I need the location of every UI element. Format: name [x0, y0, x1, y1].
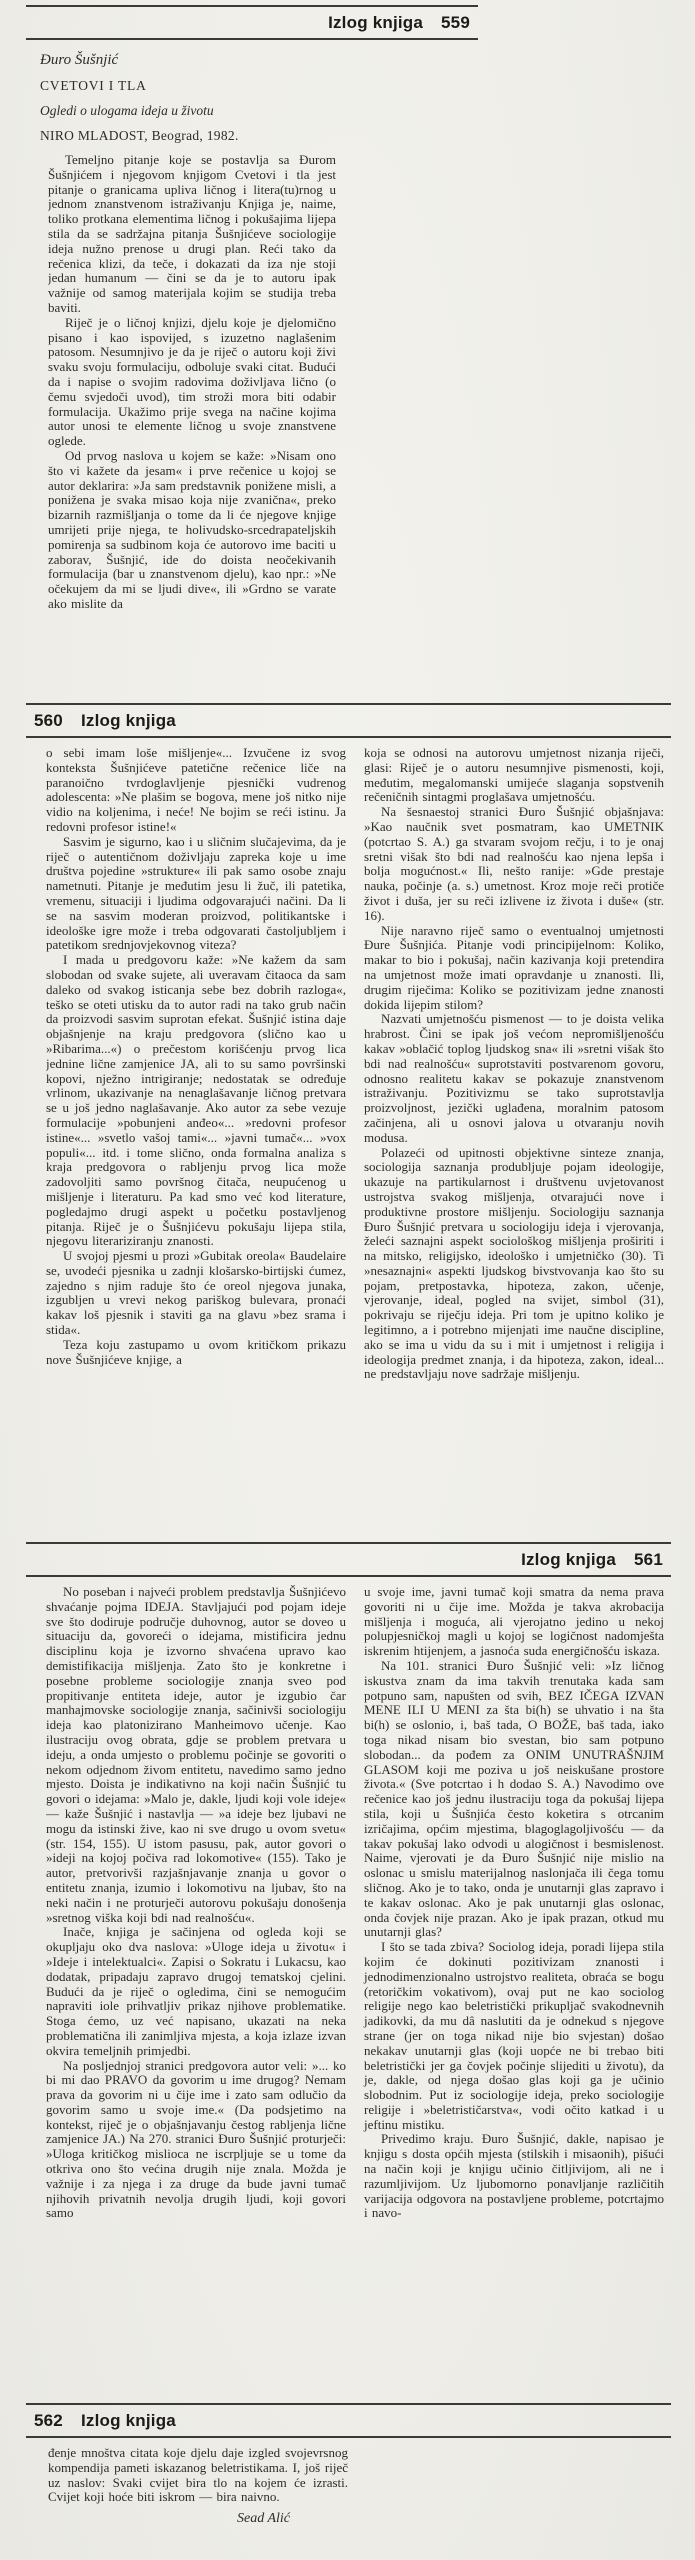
review-paragraph: Od prvog naslova u kojem se kaže: »Nisam ono što vi kažete da jesam« i prve rečenice u kojoj se autor deklarira: »Ja sam predstavnik ponižene misli, a ponižena je svaka misao koja nije zvanična«, preko bizarnih razmišljanja o tome da li će njegove knjige umrijeti prije njega, te holivudsko-srcedrapateljskih pomirenja sa sudbinom koja će autorovo ime baciti u zaborav, Šušnjić, ide do doista neočekivanih formulacija (bar u znanstvenom djelu), kao npr.: »Ne očekujem da mi se ljudi dive«, ili »Grdno se varate ako mislite da: [48, 447, 336, 611]
reviewer-signature: Sead Alić: [236, 2511, 290, 2527]
left-column: [46, 1585, 346, 2403]
page-number-560: 560: [34, 711, 63, 730]
review-paragraph: Na posljednjoj stranici predgovora autor veli: »... ko bi mi dao PRAVO da govorim u ime drugog? Nemam prava da govorim ni u čije ime i zato sam odlučio da govorim samo u svoje ime.« (Da podsjetimo na kontekst, riječ je o objašnjavanju čestog rabljenja lične zamjenice JA.) Na 270. stranici Đuro Šušnjić proturječi: »Uloga kritičkog mislioca ne iscrpljuje se u tome da otkriva ono što većina drugih nije znala. Možda je važnije i za njega i za druge da bude javni tumač njihovih privatnih nevolja drugih ljudi, koji govori samo: [46, 2057, 346, 2221]
left-column: [46, 746, 346, 1542]
right-column: [364, 746, 664, 1542]
review-paragraph: I što se tada zbiva? Sociolog ideja, poradi lijepa stila kojim će dokinuti pozitivizam znanosti i jednodimenzionalno ustrojstvo realiteta, obraća se bogu (retoričkim vokativom), ovaj put ne kao sociolog religije nego kao beletristički prikupljač svakodnevnih jadikovki, da mu dâ naslutiti da je odnekud s njegove strane (jer on toga nikad nije bio svjestan) došao nekakav unutarnji glas (koji uopće ne bi trebao biti beletristički jer ga čovjek počinje slijediti u životu), da je, dakle, od njega došao glas koji ga je učinio slobodnim. Put iz sociologije ideja, preko sociologije religije i »beletrističarstva«, vodi očito katkad i u jeftinu mistiku.: [364, 1939, 664, 2132]
review-paragraph: koja se odnosi na autorovu umjetnost nizanja riječi, glasi: Riječ je o autoru nesumnjive pismenosti, koji, međutim, megalomanski umijeće slaganja sopstvenih rečeničnih sintagmi proglašava umjetnošću.: [364, 745, 664, 805]
review-paragraph: Nije naravno riječ samo o eventualnoj umjetnosti Đure Šušnjića. Pitanje vodi principijelnom: Koliko, makar to bio i pokušaj, način kazivanja koji pretendira na umjetnost može imati opravdanje u znanosti. Ili, drugim riječima: Koliko se pozitivizam jedne znanosti dokida lijepim stilom?: [364, 922, 664, 1012]
journal-section-label: Izlog knjiga: [80, 2411, 176, 2430]
review-paragraph: U svojoj pjesmi u prozi »Gubitak oreola« Baudelaire se, uvodeći pjesnika u zadnji klošarsko-birtijski ćumez, zajedno s njim raduje što će oreol njegova junaka, izgubljen u vrevi nekog pariškog bulevara, pronaći kakav loš pjesnik i staviti ga na glavu »bez srama i stida«.: [46, 1248, 346, 1338]
review-paragraph: Na šesnaestoj stranici Đuro Šušnjić objašnjava: »Kao naučnik svet posmatram, kao UMETNIK (potcrtao S. A.) ga stvaram svojom rečju, i to je onaj sretni višak što bdi nad realnošću kao njena lepša i bolja mogućnost.« Ili, nešto ranije: »Gde prestaje nauka, počinje (a. s.) umetnost. Kroz moje reči protiče život i duša, jer su reči izlivene iz života i duše« (str. 16).: [364, 804, 664, 923]
book-subtitle: Ogledi o ulogama ideja u životu: [40, 103, 214, 118]
review-paragraph: Na 101. stranici Đuro Šušnjić veli: »Iz ličnog iskustva znam da ima takvih trenutaka kada sam potpuno sam, napušten od svih, BEZ IČEGA IZVAN MENE ILI U MENI za šta bi(h) se uhvatio i na šta bi(h) se oslonio, i, baš tada, O BOŽE, baš tada, iako toga nikad nisam bio svestan, bio sam potpuno slobodan... da pođem za ONIM UNUTRAŠNJIM GLASOM koji me poziva u još neiskušane prostore života.« (Sve potcrtao i h dodao S. A.) Navodimo ove rečenice kao još jednu ilustraciju toga da pokušaj lijepa stila, koji u Šušnjića često koketira s otrcanim izričajima, općim mjestima, blagoglagoljivošću — da takav pokušaj lako odvodi u alogičnost i besmislenost. Naime, vjerovati je da Đuro Šušnjić nije mislio na oslonac u smislu materijalnog naslonjača ili čega tomu sličnog. Ako je to tako, onda je unutarnji glas zapravo i te kakav oslonac. Ako je pak unutarnji glas oslonac, onda čovjek nije prazan. Ako je ipak prazan, otkud mu unutarnji glas?: [364, 1657, 664, 1940]
review-paragraph: Nazvati umjetnošću pismenost — to je doista velika hrabrost. Čini se ipak još većom nepromišljenošću kakav »oblačić toplog ljudskog sna« ili »sretni višak što bdi nad realnošću« suprotstaviti postvarenom govoru, odnosno realitetu kakav se pokazuje znanstvenom istraživanju. Pozitivizmu se tako suprotstavlja proizvoljnost, jezički uglađena, moralnim patosom začinjena, ali u osnovi jalova u otvaranju novih modusa.: [364, 1011, 664, 1145]
right-column: [364, 1585, 664, 2403]
review-paragraph: o sebi imam loše mišljenje«... Izvučene iz svog konteksta Šušnjićeve patetične rečenice liče na paranoično tvrdoglavljenje pjesnički vudrenog adolescenta: »Ne plašim se bogova, mene još nitko nije vidio na koljenima, i neće! Ne bojim se reći istinu. Ja redovni profesor istine!«: [46, 745, 346, 834]
running-header-562: [26, 2403, 671, 2438]
running-header-560: [26, 703, 671, 738]
journal-section-label: Izlog knjiga: [521, 1550, 617, 1569]
review-paragraph: I mada u predgovoru kaže: »Ne kažem da sam slobodan od svake sujete, ali uveravam čitaoca da sam daleko od svakog isticanja sebe bez dobrih razloga«, teško se oteti utisku da to autor radi na tako grub način da proizvodi sasvim suprotan efekat. Šušnjić istina daje objašnjenje na kraju predgovora (slično kao u »Ribarima...«) o prečestom korišćenju prvog lica jednine lične zamjenice JA, ali to su samo površinski kopovi, nježno intrigiranje; nedostatak se određuje vrlinom, ukazivanje na nenaglašavanje ličnog pretvara se u još jedno naglašavanje. Ako autor za sebe vezuje formulacije »pobunjeni anđeo«... »redovni profesor istine«... »svetlo vašoj tami«... »javni tumač«... »vox populi«... itd. i tome slično, onda formalna analiza s kraja predgovora o rabljenju prvog lica može zadovoljiti samo površnog čitača, neupućenog u mišljenje i literaturu. Pa kad smo već kod literature, pogledajmo drugi aspekt u početku postavljenog pitanja. Riječ je o Šušnjićevu pokušaju lijepa stila, njegovu literariziranju znanosti.: [46, 952, 346, 1249]
review-paragraph: u svoje ime, javni tumač koji smatra da nema prava govoriti ni u čije ime. Možda je takva akrobacija mišljenja i moguća, ali vjerojatno jedino u nekoj polupjesničkoj magli u kojoj se logičnost nadomješta iskrenim htijenjem, a jasnoća suda energičnošću iskaza.: [364, 1584, 664, 1659]
review-paragraph: Sasvim je sigurno, kao i u sličnim slučajevima, da je riječ o autentičnom doživljaju zapreka koje u ime društva pojedine »strukture« ili pak samo osobe znaju nametnuti. Pitanje je međutim jesu li žuč, ili patetika, vremenu, situaciji i ljudima odgovarajući načini. Da li se na sasvim moderan proizvod, politikantske i ideološke igre može i treba odgovarati častoljubljem i patetikom srednjovjekovnog viteza?: [46, 833, 346, 953]
review-paragraph: Teza koju zastupamo u ovom kritičkom prikazu nove Šušnjićeve knjige, a: [46, 1336, 346, 1367]
review-text-559: [48, 153, 336, 703]
review-paragraph: Polazeći od upitnosti objektivne sinteze znanja, sociologija saznanja produbljuje pojam ideologije, ukazuje na partikularnost i društvenu uvjetovanost ustrojstva svakog mišljenja, otvarajući nove i produktivne prostore mišljenju. Sociologiju saznanja Đuro Šušnjić pretvara u sociologiju ideja i vjerovanja, želeći saznajni aspekt sociološkog mišljenja proširiti i na mitsko, religijsko, ideološko i umjetničko (30). Ti »nesaznajni« aspekti ljudskog bivstvovanja kao što su pojam, pretpostavka, hipoteza, zakon, učenje, vjerovanje, ideal, pogled na svijet, simbol (31), pokrivaju se riječju ideja. Pri tom je upitno koliko je legitimno, a i potrebno mijenjati ime naučne discipline, ako se ima u vidu da su i mit i umjetnost i religija i ideologija predmet znanja, i da hipoteza, zakon, ideal... ne predstavljaju nove sadržaje mišljenju.: [364, 1144, 664, 1382]
book-author: Đuro Šušnjić: [40, 52, 119, 68]
page-number-561: 561: [634, 1550, 663, 1569]
running-header-559: [26, 5, 478, 40]
running-header-561: [26, 1542, 671, 1577]
review-paragraph: Riječ je o ličnoj knjizi, djelu koje je djelomično pisano i kao ispovijed, s izuzetno naglašenim patosom. Nesumnjivo je da je riječ o autoru koji živi svaku svoju formulaciju, odboluje svaki citat. Budući da i napise o svojim radovima doživljava lično (o čemu svjedoči uvod), tim stroži mora biti odabir formulacija. Ukažimo prije svega na načine kojima autor unosi te elemente ličnog u svoje znanstvene oglede.: [48, 314, 336, 449]
book-title: CVETOVI I TLA: [40, 78, 147, 93]
review-text-560: [46, 738, 672, 1542]
review-paragraph: đenje mnoštva citata koje djelu daje izgled svojevrsnog kompendija pameti iskazanog beletristikama. I, još riječ uz naslov: Svaki cvijet bira tlo na kojem će izrasti. Cvijet koji hoće biti iskrom — bira naivno.: [48, 2446, 348, 2505]
journal-section-label: Izlog knjiga: [328, 13, 424, 32]
review-paragraph: Inače, knjiga je sačinjena od ogleda koji se okupljaju oko dva naslova: »Uloge ideja u životu« i »Ideje i intelektualci«. Zapisi o Sokratu i Lukacsu, kao dodatak, pripadaju zapravo drugoj tematskoj cjelini. Budući da je riječ o ogledima, čini se nemogućim napraviti iole prihvatljiv prikaz njihove problematike. Stoga ćemo, uz već napisano, ukazati na neka problematična ili zanimljiva mjesta, a koja izlaze izvan okvira temeljnih primjedbi.: [46, 1924, 346, 2058]
book-heading: [40, 52, 695, 144]
review-text-562: [48, 2446, 348, 2527]
review-paragraph: No poseban i najveći problem predstavlja Šušnjićevo shvaćanje pojma IDEJA. Stavljajući pod pojam ideje sve što dodiruje područje duhovnog, autor se doveo u situaciju da, govoreći o idejama, mistificira jednu disciplinu koja je izvorno shvaćena upravo kao demistifikacija mišljenja. Zato što je konkretne i posebne probleme sociologije znanja sveo pod propitivanje entiteta ideje, autor je izgubio čar manhajmovske sociologije znanja, sačinivši sociologiju ideja kao platonizirano Manheimovo učenje. Kao ilustraciju ovog obrata, gdje se problem pretvara u ideju, a onda umjesto o problemu počinje se govoriti o nekom odjednom živom entitetu, navedimo samo jedno mjesto. Doista je indikativno na koji način Šušnjić tu govori o idejama: »Malo je, dakle, ljudi koji vole ideje« — kaže Šušnjić i nastavlja — »a ideje bez ljubavi ne mogu da istinski žive, kao ni sve drugo u ovom svetu« (str. 154, 155). U istom pasusu, pak, autor govori o »ideji na kojoj počiva rad lokomotive« (155). Tako je autor, pretvorivši razjašnjavanje znanja u govor o entitetu znanja, izumio i lokomotivu na ljubav, što na neki način i ne proturječi autorovu pokušaju donošenja »sretnog viška koji bdi nad realnošću«.: [46, 1584, 346, 1925]
journal-section-label: Izlog knjiga: [80, 711, 176, 730]
page-number-562: 562: [34, 2411, 63, 2430]
review-paragraph: Privedimo kraju. Đuro Šušnjić, dakle, napisao je knjigu s dosta općih mjesta (stilskih i misaonih), pišući na način koji je knjigu učinio čitljivijom, ali ne i razumljivijom. Uz ljubomorno ponavljanje različitih varijacija odgovora na postavljene probleme, potcrtajmo i navo-: [364, 2131, 664, 2221]
book-publisher: NIRO MLADOST, Beograd, 1982.: [40, 128, 239, 143]
page-number-559: 559: [441, 13, 470, 32]
review-text-561: [46, 1577, 672, 2403]
review-paragraph: Temeljno pitanje koje se postavlja sa Đurom Šušnjićem i njegovom knjigom Cvetovi i tla jest pitanje o granicama upliva ličnog i litera(tu)rnog u jednom znanstvenom istraživanju Knjiga je, naime, toliko protkana elementima ličnog i pokušajima lijepa stila da se sadržajna pitanja Šušnjićeve sociologije ideja nužno prenose u drugi plan. Reći tako da rečenica klizi, da teče, i dokazati da iza nje stoji jedan humanum — čini se da je to autoru ipak važnije od samog materijala kojim se studija treba baviti.: [48, 153, 336, 315]
